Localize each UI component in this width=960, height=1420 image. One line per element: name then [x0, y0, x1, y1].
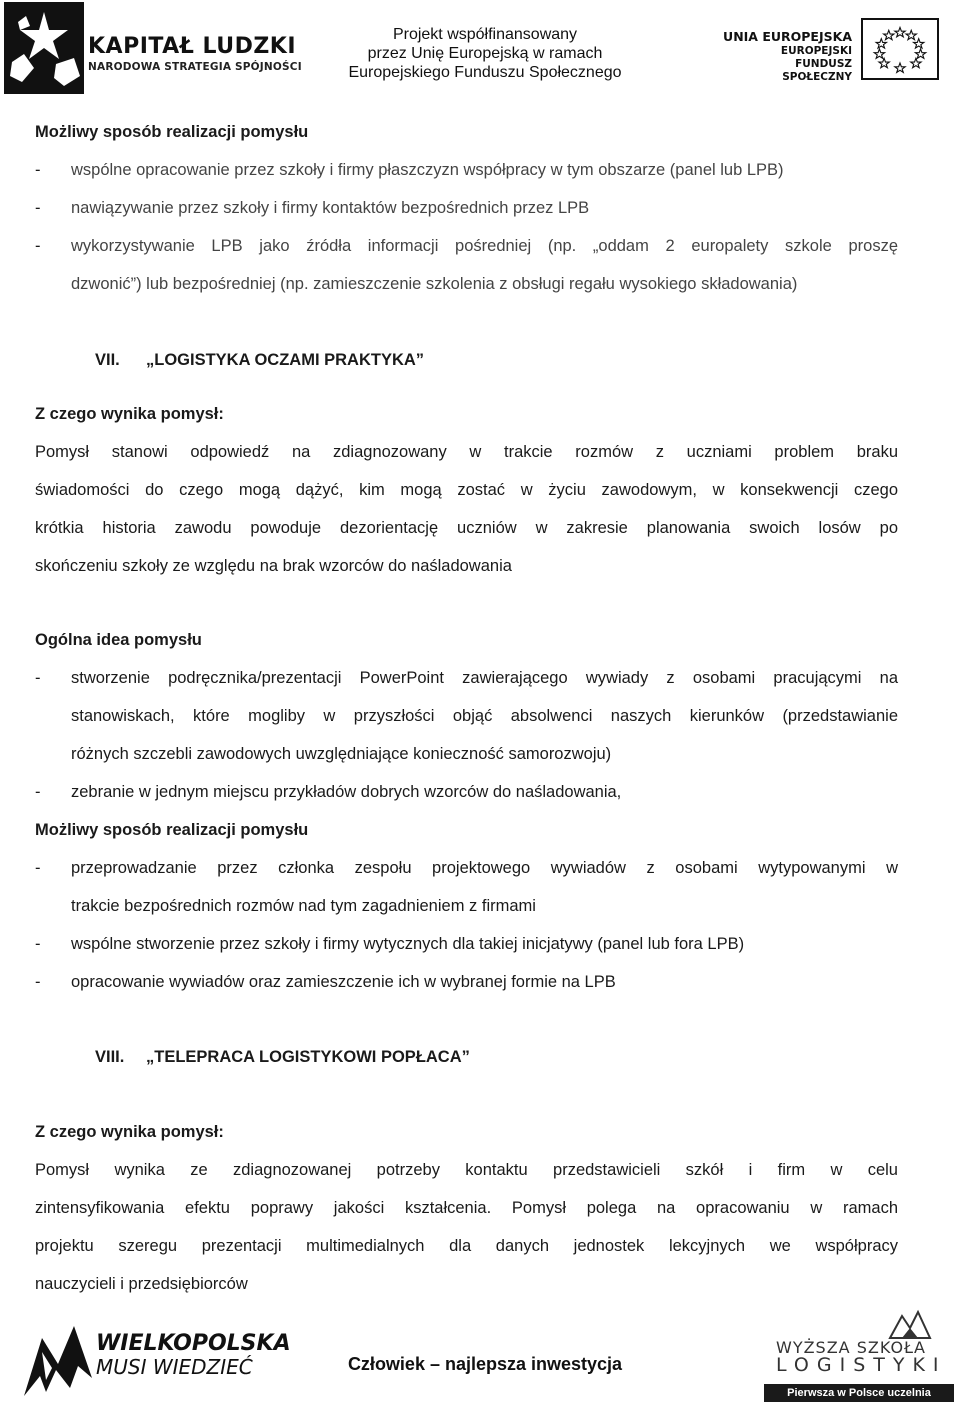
paragraph-line: Pomysł stanowi odpowiedź na zdiagnozowany w trakcie rozmów z uczniami problem braku: [35, 443, 898, 461]
section-title: „LOGISTYKA OCZAMI PRAKTYKA”: [146, 351, 425, 369]
list-item: stworzenie podręcznika/prezentacji PowerPoint zawierającego wywiady z osobami pracującymi na: [71, 669, 898, 687]
paragraph-line: krótkia historia zawodu powoduje dezorientację uczniów w zakresie planowania swoich losów po: [35, 519, 898, 537]
list-item-continuation: stanowiskach, które mogliby w przyszłości objąć absolwenci naszych kierunków (przedstawianie: [71, 707, 898, 725]
wsl-line-2: LOGISTYKI: [776, 1354, 947, 1376]
bullet-dash: -: [35, 237, 41, 255]
wielkopolska-subtitle: MUSI WIEDZIEĆ: [96, 1355, 253, 1379]
bullet-dash: -: [35, 973, 41, 991]
list-item: przeprowadzanie przez członka zespołu projektowego wywiadów z osobami wytypowanymi w: [71, 859, 898, 877]
bullet-dash: -: [35, 669, 41, 687]
paragraph-line: Pomysł wynika ze zdiagnozowanej potrzeby kontaktu przedstawicieli szkół i firm w celu: [35, 1161, 898, 1179]
list-item-continuation: różnych szczebli zawodowych uwzględniające konieczność samorozwoju): [71, 745, 612, 763]
section-title: „TELEPRACA LOGISTYKOWI POPŁACA”: [146, 1048, 470, 1066]
eu-line-3: FUNDUSZ SPOŁECZNY: [782, 58, 852, 83]
kapital-ludzki-logo: [4, 2, 84, 94]
list-item-continuation: dzwonić”) lub bezpośredniej (np. zamieszczenie szkolenia z obsługi regału wysokiego składowania): [71, 275, 798, 293]
bullet-dash: -: [35, 783, 41, 801]
subsection-heading: Ogólna idea pomysłu: [35, 631, 202, 649]
bullet-dash: -: [35, 935, 41, 953]
bullet-dash: -: [35, 859, 41, 877]
list-item: wspólne stworzenie przez szkoły i firmy wytycznych dla takiej inicjatywy (panel lub fora LPB): [71, 935, 745, 953]
paragraph-line: nauczycieli i przedsiębiorców: [35, 1275, 248, 1293]
paragraph-line: zintensyfikowania efektu poprawy jakości kształcenia. Pomysł polega na opracowaniu w ramach: [35, 1199, 898, 1217]
section-heading: Możliwy sposób realizacji pomysłu: [35, 123, 309, 141]
section-number: VII.: [95, 351, 120, 369]
eu-fund-label: [722, 29, 852, 84]
paragraph-line: skończeniu szkoły ze względu na brak wzorców do naśladowania: [35, 557, 512, 575]
project-line-3: Europejskiego Funduszu Społecznego: [348, 64, 622, 81]
kapital-ludzki-subtitle: NARODOWA STRATEGIA SPÓJNOŚCI: [88, 61, 302, 73]
page-footer: [0, 1300, 960, 1417]
wielkopolska-logo: [12, 1318, 102, 1400]
bullet-dash: -: [35, 199, 41, 217]
list-item: wspólne opracowanie przez szkoły i firmy płaszczyzn współpracy w tym obszarze (panel lub LPB): [71, 161, 784, 179]
paragraph-line: projektu szeregu prezentacji multimedialnych dla danych jednostek lekcyjnych we współpracy: [35, 1237, 898, 1255]
subsection-heading: Z czego wynika pomysł:: [35, 1123, 224, 1141]
paragraph-line: świadomości do czego mogą dążyć, kim mogą zostać w życiu zawodowym, w konsekwencji czego: [35, 481, 898, 499]
subsection-heading: Z czego wynika pomysł:: [35, 405, 224, 423]
list-item: nawiązywanie przez szkoły i firmy kontaktów bezpośrednich przez LPB: [71, 199, 590, 217]
subsection-heading: Możliwy sposób realizacji pomysłu: [35, 821, 309, 839]
wsl-tagline: Pierwsza w Polsce uczelnia logistyczna: [764, 1384, 954, 1402]
footer-motto: Człowiek – najlepsza inwestycja: [347, 1354, 623, 1374]
wsl-logo: [764, 1310, 954, 1417]
wsl-emblem-icon: [884, 1310, 936, 1340]
eu-line-1: UNIA EUROPEJSKA: [723, 29, 852, 44]
project-funding-note: [340, 25, 630, 82]
section-number: VIII.: [95, 1048, 125, 1066]
page-header: [0, 0, 960, 100]
wsl-line-1: WYŻSZA SZKOŁA: [776, 1338, 926, 1357]
project-line-2: przez Unię Europejską w ramach: [367, 45, 603, 62]
eu-line-2: EUROPEJSKI: [780, 45, 852, 57]
kapital-ludzki-title: KAPITAŁ LUDZKI: [88, 34, 297, 59]
list-item-continuation: trakcie bezpośrednich rozmów nad tym zagadnieniem z firmami: [71, 897, 536, 915]
project-line-1: Projekt współfinansowany: [392, 26, 578, 43]
list-item: zebranie w jednym miejscu przykładów dobrych wzorców do naśladowania,: [71, 783, 622, 801]
wielkopolska-title: WIELKOPOLSKA: [96, 1331, 291, 1356]
eu-flag-icon: [861, 18, 939, 80]
list-item: wykorzystywanie LPB jako źródła informacji pośredniej (np. „oddam 2 europalety szkole proszę: [71, 237, 898, 255]
list-item: opracowanie wywiadów oraz zamieszczenie ich w wybranej formie na LPB: [71, 973, 616, 991]
bullet-dash: -: [35, 161, 41, 179]
